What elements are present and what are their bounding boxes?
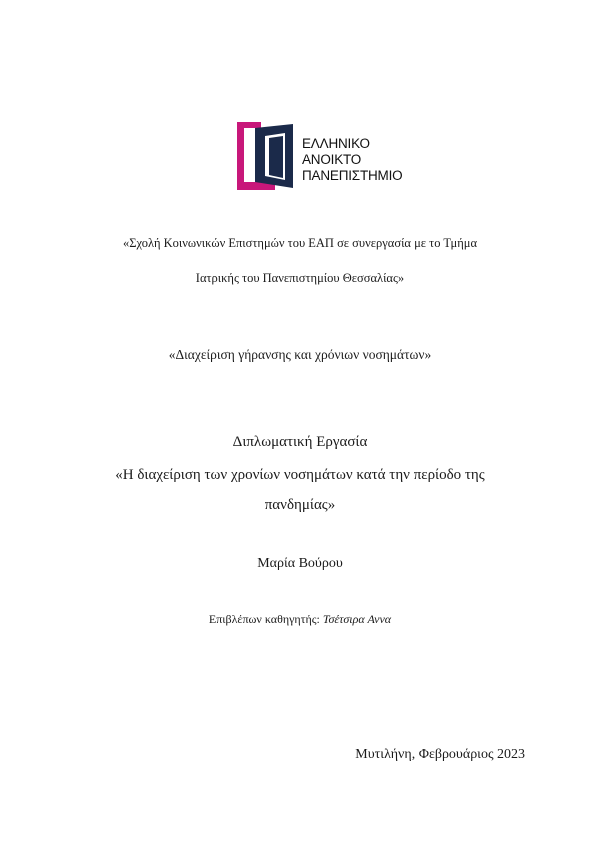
logo-line-3: ΠΑΝΕΠΙΣΤΗΜΙΟ: [302, 168, 403, 183]
supervisor-name: Τσέτσιρα Αννα: [322, 612, 392, 626]
supervisor-line: [0, 612, 600, 627]
author-name: Μαρία Βούρου: [257, 556, 343, 571]
university-logo: [235, 120, 405, 196]
program-name: «Διαχείριση γήρανσης και χρόνιων νοσημάτων»: [168, 347, 432, 362]
supervisor-label: Επιβλέπων καθηγητής:: [208, 612, 320, 626]
university-logo-mark: [235, 120, 301, 196]
university-logo-text: [302, 136, 402, 184]
school-line-1: «Σχολή Κοινωνικών Επιστημών του ΕΑΠ σε συνεργασία με το Τμήμα: [122, 236, 478, 250]
thesis-type: Διπλωματική Εργασία: [232, 434, 368, 450]
thesis-title-line-2: πανδημίας»: [264, 497, 336, 513]
thesis-title-line-1: «Η διαχείριση των χρονίων νοσημάτων κατά την περίοδο της: [115, 467, 485, 483]
place-and-date: Μυτιλήνη, Φεβρουάριος 2023: [355, 747, 525, 762]
logo-line-2: ΑΝΟΙΚΤΟ: [302, 152, 362, 167]
school-line-2: Ιατρικής του Πανεπιστημίου Θεσσαλίας»: [195, 271, 405, 285]
logo-line-1: ΕΛΛΗΝΙΚΟ: [302, 136, 370, 151]
